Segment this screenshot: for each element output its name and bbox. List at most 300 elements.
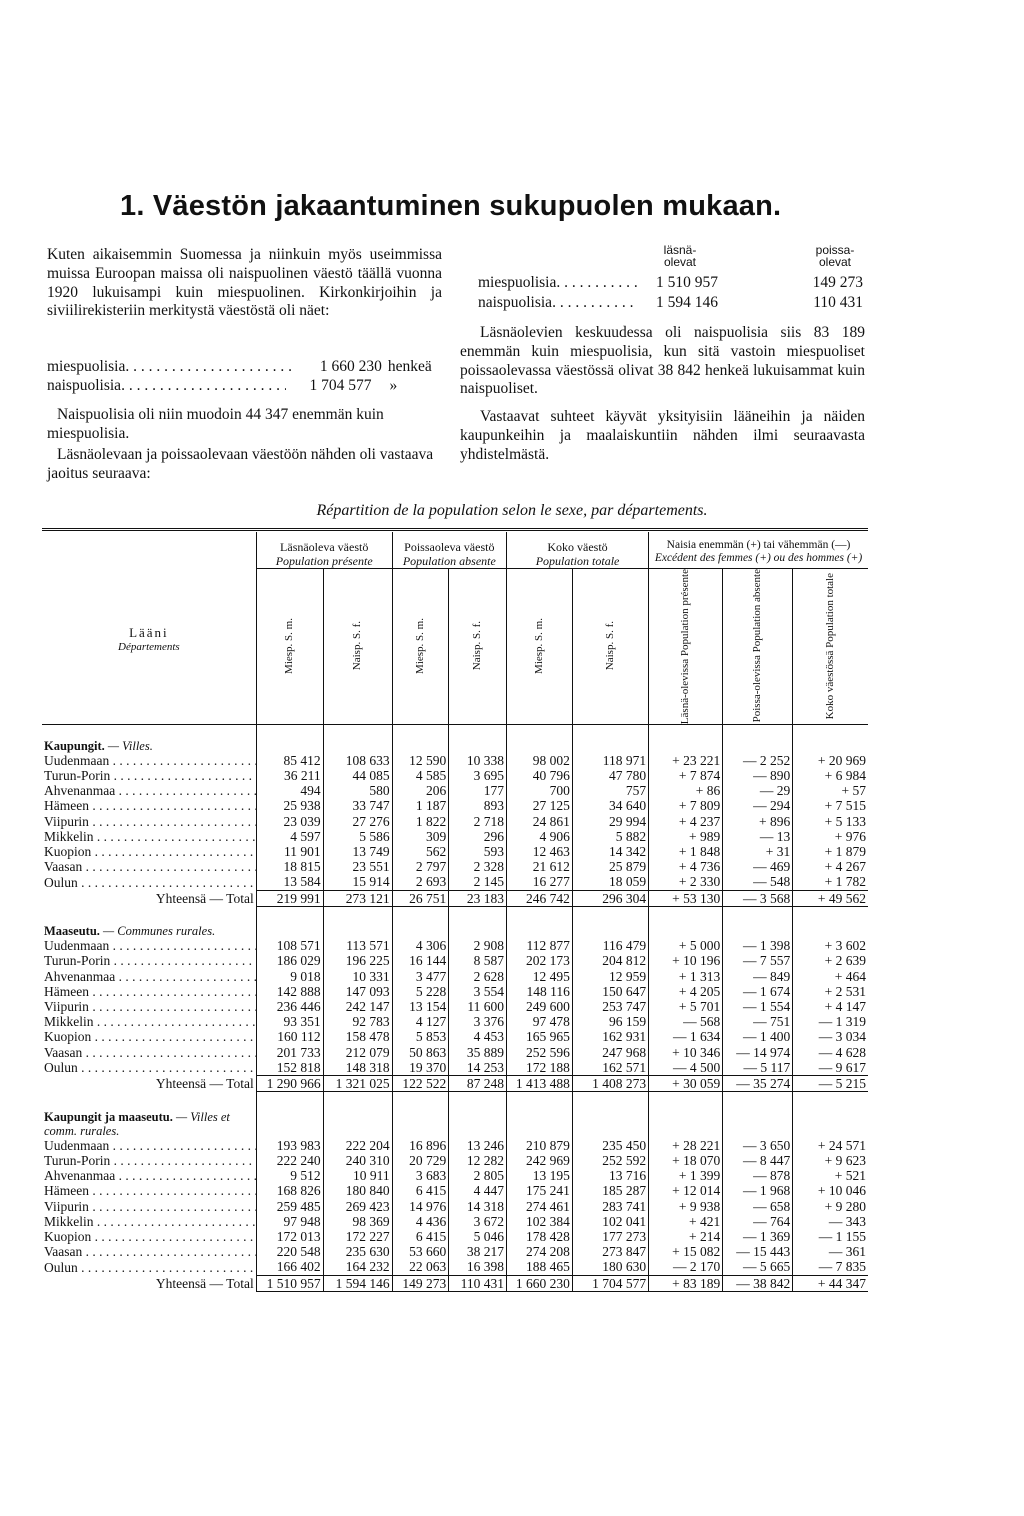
- total-label: Yhteensä — Total: [155, 890, 254, 906]
- female-present: 148 318: [323, 1060, 392, 1076]
- spacer: [42, 906, 256, 924]
- male-absent: 26 751: [392, 890, 449, 906]
- male-absent: 22 063: [392, 1259, 449, 1275]
- female-absent: 2 908: [449, 938, 507, 953]
- excess-present: + 86: [649, 783, 723, 798]
- department-name: Uudenmaan . . .: [42, 1138, 256, 1153]
- male-total: 16 277: [506, 874, 572, 890]
- department-name: Oulun . . .: [42, 874, 256, 890]
- male-present: 222 240: [256, 1153, 323, 1168]
- table-caption: Répartition de la population selon le sexe, par départements.: [316, 502, 708, 519]
- female-total: 5 882: [572, 829, 648, 844]
- excess-absent: — 1 674: [723, 984, 793, 999]
- female-present: 98 369: [323, 1214, 392, 1229]
- table-row: [42, 753, 868, 768]
- department-name: Oulun . . .: [42, 1060, 256, 1076]
- female-absent: 2 805: [449, 1168, 507, 1183]
- female-present: 242 147: [323, 999, 392, 1014]
- empty-cell: [256, 1110, 323, 1138]
- excess-absent: — 3 650: [723, 1138, 793, 1153]
- spacer: [323, 906, 392, 924]
- excess-present: + 53 130: [649, 890, 723, 906]
- male-total: 12 495: [506, 969, 572, 984]
- female-total: 162 571: [572, 1060, 648, 1076]
- miesp-header: Miesp. S. m.: [283, 618, 296, 675]
- excess-present: + 1 399: [649, 1168, 723, 1183]
- empty-cell: [392, 1110, 449, 1138]
- department-name: Vaasan . . .: [42, 1244, 256, 1259]
- excess-total: + 20 969: [793, 753, 868, 768]
- female-absent: 38 217: [449, 1244, 507, 1259]
- excess-present: + 10 346: [649, 1045, 723, 1060]
- spacer: [392, 725, 449, 739]
- male-absent: 2 693: [392, 874, 449, 890]
- male-absent: 206: [392, 783, 449, 798]
- department-name: Kuopion . . .: [42, 1029, 256, 1044]
- female-absent: 4 453: [449, 1029, 507, 1044]
- excess-absent: — 29: [723, 783, 793, 798]
- excess-present: + 4 237: [649, 814, 723, 829]
- table-row: [42, 829, 868, 844]
- male-total: 178 428: [506, 1229, 572, 1244]
- male-label: miespuolisia: [47, 358, 126, 375]
- section-title-fr: — Villes et comm. rurales.: [44, 1109, 230, 1138]
- female-present: 164 232: [323, 1259, 392, 1275]
- table-row: [42, 814, 868, 829]
- spacer: [723, 1092, 793, 1110]
- empty-cell: [793, 1110, 868, 1138]
- spacer: [449, 1092, 507, 1110]
- male-present: 108 571: [256, 938, 323, 953]
- male-absent: 562: [392, 844, 449, 859]
- spacer: [793, 1092, 868, 1110]
- excess-present: — 568: [649, 1014, 723, 1029]
- table-row: [42, 1214, 868, 1229]
- male-present: 172 013: [256, 1229, 323, 1244]
- female-absent: 14 253: [449, 1060, 507, 1076]
- spacer: [392, 1092, 449, 1110]
- male-total: 12 463: [506, 844, 572, 859]
- excess-total: + 1 782: [793, 874, 868, 890]
- male-absent: 12 590: [392, 753, 449, 768]
- male-absent: 4 306: [392, 938, 449, 953]
- present-fi: Läsnäoleva väestö: [280, 539, 369, 554]
- male-total: 21 612: [506, 859, 572, 874]
- male-value: 1 660 230: [319, 358, 382, 375]
- excess-total: + 3 602: [793, 938, 868, 953]
- row-label: miespuolisia: [478, 274, 557, 291]
- female-present: 10 331: [323, 969, 392, 984]
- spacer: [506, 906, 572, 924]
- total-row: [42, 1275, 868, 1291]
- section-title-fi: Maaseutu.: [44, 924, 104, 939]
- excess-total: + 4 147: [793, 999, 868, 1014]
- female-absent: 3 695: [449, 768, 507, 783]
- table-row: [42, 999, 868, 1014]
- absent-group-header: [392, 532, 506, 569]
- female-present: 92 783: [323, 1014, 392, 1029]
- excess-total: — 4 628: [793, 1045, 868, 1060]
- departements-label: Départements: [118, 640, 180, 653]
- female-absent: 3 376: [449, 1014, 507, 1029]
- spacer: [449, 725, 507, 739]
- male-total: 1 413 488: [506, 1076, 572, 1092]
- female-absent: 593: [449, 844, 507, 859]
- female-present: 222 204: [323, 1138, 392, 1153]
- female-total: 252 592: [572, 1153, 648, 1168]
- female-total: 757: [572, 783, 648, 798]
- table-row: [42, 1199, 868, 1214]
- excess-absent: — 15 443: [723, 1244, 793, 1259]
- excess-present: + 7 809: [649, 798, 723, 813]
- excess-present: + 1 848: [649, 844, 723, 859]
- female-present: 23 551: [323, 859, 392, 874]
- male-total: 98 002: [506, 753, 572, 768]
- female-present: 180 840: [323, 1183, 392, 1198]
- female-absent: 3 554: [449, 984, 507, 999]
- excess-absent: — 548: [723, 874, 793, 890]
- department-name: Hämeen . . .: [42, 798, 256, 813]
- distribution-paragraph: Läsnäolevaan ja poissaolevaan väestöön nähden oli vastaava jaoitus seuraava:: [47, 446, 434, 482]
- female-present: 44 085: [323, 768, 392, 783]
- excess-present: + 23 221: [649, 753, 723, 768]
- excess-total: — 361: [793, 1244, 868, 1259]
- excess-total: — 343: [793, 1214, 868, 1229]
- female-total: 29 994: [572, 814, 648, 829]
- male-present: 166 402: [256, 1259, 323, 1275]
- excess-total: + 10 046: [793, 1183, 868, 1198]
- spacer: [793, 906, 868, 924]
- table-row: [42, 783, 868, 798]
- naisp-header: Naisp. S. f.: [471, 621, 484, 671]
- male-absent: 122 522: [392, 1076, 449, 1092]
- excess-absent: + 896: [723, 814, 793, 829]
- table-row: [42, 1045, 868, 1060]
- male-present: 219 991: [256, 890, 323, 906]
- excess-absent: — 3 568: [723, 890, 793, 906]
- excess-absent: — 5 117: [723, 1060, 793, 1076]
- excess-total: + 24 571: [793, 1138, 868, 1153]
- total-row: [42, 1076, 868, 1092]
- female-total: 13 716: [572, 1168, 648, 1183]
- excess-absent: — 1 369: [723, 1229, 793, 1244]
- table-row: [42, 1259, 868, 1275]
- table-row: [42, 938, 868, 953]
- female-total: 1 408 273: [572, 1076, 648, 1092]
- excess-present: + 421: [649, 1214, 723, 1229]
- female-absent: 35 889: [449, 1045, 507, 1060]
- department-name: Viipurin . . .: [42, 814, 256, 829]
- excess-total: + 9 623: [793, 1153, 868, 1168]
- male-present: 93 351: [256, 1014, 323, 1029]
- male-present: 1 290 966: [256, 1076, 323, 1092]
- female-total: 253 747: [572, 999, 648, 1014]
- male-absent: 5 228: [392, 984, 449, 999]
- female-absent: 12 282: [449, 1153, 507, 1168]
- empty-cell: [793, 924, 868, 938]
- male-total: 13 195: [506, 1168, 572, 1183]
- absent-value: 110 431: [813, 294, 863, 311]
- excess-present: + 18 070: [649, 1153, 723, 1168]
- excess-total: + 4 267: [793, 859, 868, 874]
- spacer: [256, 1092, 323, 1110]
- excess-total: + 9 280: [793, 1199, 868, 1214]
- population-table: [42, 528, 868, 1292]
- male-present: 193 983: [256, 1138, 323, 1153]
- department-name: Hämeen . . .: [42, 984, 256, 999]
- female-absent: 177: [449, 783, 507, 798]
- table-row: [42, 798, 868, 813]
- female-absent: 2 718: [449, 814, 507, 829]
- excess-present: — 1 634: [649, 1029, 723, 1044]
- spacer: [723, 906, 793, 924]
- total-label: Yhteensä — Total: [155, 1076, 254, 1092]
- male-total: 97 478: [506, 1014, 572, 1029]
- male-total: 165 965: [506, 1029, 572, 1044]
- naisp-header: Naisp. S. f.: [603, 621, 616, 671]
- female-total: 102 041: [572, 1214, 648, 1229]
- empty-cell: [449, 924, 507, 938]
- department-name: Uudenmaan . . .: [42, 753, 256, 768]
- table-row: [42, 1014, 868, 1029]
- excess-total: + 2 639: [793, 953, 868, 968]
- empty-cell: [723, 924, 793, 938]
- male-total: 172 188: [506, 1060, 572, 1076]
- female-absent: 10 338: [449, 753, 507, 768]
- excess-present: + 15 082: [649, 1244, 723, 1259]
- section-title: [42, 1110, 256, 1138]
- male-present: 168 826: [256, 1183, 323, 1198]
- male-absent: 2 797: [392, 859, 449, 874]
- female-unit: »: [389, 377, 398, 394]
- male-present: 220 548: [256, 1244, 323, 1259]
- summary-paragraph: Vastaavat suhteet käyvät yksityisiin lääneihin ja näiden kaupunkeihin ja maalaiskuntiin nähden ilmi seuraavasta yhdistelmästä.: [460, 408, 865, 463]
- excess-total: + 521: [793, 1168, 868, 1183]
- male-present: 186 029: [256, 953, 323, 968]
- female-absent: 2 145: [449, 874, 507, 890]
- male-absent: 4 585: [392, 768, 449, 783]
- table-row: [42, 1029, 868, 1044]
- table-body: [42, 725, 868, 1292]
- empty-cell: [392, 739, 449, 753]
- male-total: 102 384: [506, 1214, 572, 1229]
- spacer: [572, 1092, 648, 1110]
- female-total: 273 847: [572, 1244, 648, 1259]
- excess-absent: — 849: [723, 969, 793, 984]
- male-present: 4 597: [256, 829, 323, 844]
- female-present: 196 225: [323, 953, 392, 968]
- male-present: 11 901: [256, 844, 323, 859]
- department-name: Turun-Porin . . .: [42, 768, 256, 783]
- female-total: 150 647: [572, 984, 648, 999]
- empty-cell: [793, 739, 868, 753]
- female-absent: 2 328: [449, 859, 507, 874]
- department-name: Mikkelin . . .: [42, 1214, 256, 1229]
- excess-total: + 464: [793, 969, 868, 984]
- female-absent: 13 246: [449, 1138, 507, 1153]
- excess-present: — 2 170: [649, 1259, 723, 1275]
- male-total: 40 796: [506, 768, 572, 783]
- male-absent: 50 863: [392, 1045, 449, 1060]
- male-absent: 5 853: [392, 1029, 449, 1044]
- excess-present: + 12 014: [649, 1183, 723, 1198]
- laani-label: Lääni: [129, 624, 169, 640]
- excess-absent-header: Poissa-olevissa Population absente: [751, 569, 764, 723]
- department-header: [42, 532, 256, 725]
- male-total: 1 660 230: [506, 1275, 572, 1291]
- excess-present: + 7 874: [649, 768, 723, 783]
- empty-cell: [649, 739, 723, 753]
- female-present: 108 633: [323, 753, 392, 768]
- section-header-row: [42, 739, 868, 753]
- female-absent: 8 587: [449, 953, 507, 968]
- male-total: 210 879: [506, 1138, 572, 1153]
- difference-paragraph: Naispuolisia oli niin muodoin 44 347 enemmän kuin miespuolisia.: [47, 406, 384, 442]
- male-present: 236 446: [256, 999, 323, 1014]
- excess-present: + 2 330: [649, 874, 723, 890]
- female-present: 1 321 025: [323, 1076, 392, 1092]
- female-total: 18 059: [572, 874, 648, 890]
- excess-fr: Excédent des femmes (+) ou des hommes (+): [654, 551, 863, 564]
- table-row: [42, 969, 868, 984]
- female-total: 296 304: [572, 890, 648, 906]
- male-present: 152 818: [256, 1060, 323, 1076]
- female-absent: 3 672: [449, 1214, 507, 1229]
- table-row: [42, 1229, 868, 1244]
- empty-cell: [392, 924, 449, 938]
- total-fr: Population totale: [535, 553, 620, 568]
- female-total: 34 640: [572, 798, 648, 813]
- department-name: Kuopion . . .: [42, 844, 256, 859]
- female-total: 96 159: [572, 1014, 648, 1029]
- excess-absent: — 1 400: [723, 1029, 793, 1044]
- male-total: 242 969: [506, 1153, 572, 1168]
- male-present: 201 733: [256, 1045, 323, 1060]
- empty-cell: [723, 1110, 793, 1138]
- female-total: 14 342: [572, 844, 648, 859]
- excess-present: + 989: [649, 829, 723, 844]
- female-total: 177 273: [572, 1229, 648, 1244]
- male-total: 202 173: [506, 953, 572, 968]
- male-absent: 3 683: [392, 1168, 449, 1183]
- excess-absent: — 294: [723, 798, 793, 813]
- spacer: [649, 725, 723, 739]
- empty-cell: [449, 1110, 507, 1138]
- male-present: 18 815: [256, 859, 323, 874]
- excess-present: + 4 736: [649, 859, 723, 874]
- male-present: 9 512: [256, 1168, 323, 1183]
- male-total-line: [47, 358, 442, 377]
- male-absent: 3 477: [392, 969, 449, 984]
- excess-absent: — 764: [723, 1214, 793, 1229]
- spacer: [793, 725, 868, 739]
- spacer: [506, 725, 572, 739]
- spacer: [323, 725, 392, 739]
- male-absent: 1 822: [392, 814, 449, 829]
- excess-total: — 1 155: [793, 1229, 868, 1244]
- total-row: [42, 890, 868, 906]
- excess-absent: — 469: [723, 859, 793, 874]
- excess-group-header: [649, 532, 868, 569]
- male-absent: 6 415: [392, 1183, 449, 1198]
- female-present: 269 423: [323, 1199, 392, 1214]
- male-absent: 4 127: [392, 1014, 449, 1029]
- department-name: Mikkelin . . .: [42, 829, 256, 844]
- spacer: [42, 725, 256, 739]
- empty-cell: [449, 739, 507, 753]
- section-title-fi: Kaupungit ja maaseutu.: [44, 1109, 176, 1124]
- male-present: 142 888: [256, 984, 323, 999]
- excess-present: + 4 205: [649, 984, 723, 999]
- female-present: 1 594 146: [323, 1275, 392, 1291]
- excess-absent: — 1 554: [723, 999, 793, 1014]
- excess-absent: + 31: [723, 844, 793, 859]
- male-absent: 1 187: [392, 798, 449, 813]
- female-label: naispuolisia: [47, 377, 122, 394]
- excess-present: + 5 701: [649, 999, 723, 1014]
- absent-header: poissa- olevat: [815, 243, 855, 269]
- department-name: Ahvenanmaa . . .: [42, 783, 256, 798]
- female-present: 147 093: [323, 984, 392, 999]
- female-present: 212 079: [323, 1045, 392, 1060]
- excess-total: — 5 215: [793, 1076, 868, 1092]
- department-name: Ahvenanmaa . . .: [42, 969, 256, 984]
- female-total: 47 780: [572, 768, 648, 783]
- excess-absent: — 1 398: [723, 938, 793, 953]
- miesp-header: Miesp. S. m.: [413, 618, 426, 675]
- excess-absent: — 38 842: [723, 1275, 793, 1291]
- male-present: 25 938: [256, 798, 323, 813]
- excess-total-header: Koko väestössä Population totale: [824, 572, 837, 720]
- present-paragraph: Läsnäolevien keskuudessa oli naispuolisia siis 83 189 enemmän kuin miespuolisia, kun sitä vastoin miespuoliset poissaolevassa väestössä olivat 38 842 henkeä lukuisammat kuin naispuoliset.: [460, 324, 865, 398]
- excess-absent: — 1 968: [723, 1183, 793, 1198]
- male-absent: 16 144: [392, 953, 449, 968]
- female-total-line: [47, 377, 442, 396]
- section-title-fi: Kaupungit.: [44, 738, 108, 753]
- excess-absent: — 751: [723, 1014, 793, 1029]
- excess-present: + 214: [649, 1229, 723, 1244]
- male-absent: 149 273: [392, 1275, 449, 1291]
- male-present: 97 948: [256, 1214, 323, 1229]
- section-title: [42, 739, 256, 753]
- table-row: [42, 1244, 868, 1259]
- male-absent: 19 370: [392, 1060, 449, 1076]
- male-absent: 16 896: [392, 1138, 449, 1153]
- excess-total: — 1 319: [793, 1014, 868, 1029]
- female-absent: 110 431: [449, 1275, 507, 1291]
- spacer: [572, 906, 648, 924]
- female-total: 204 812: [572, 953, 648, 968]
- department-name: Vaasan . . .: [42, 1045, 256, 1060]
- male-present: 85 412: [256, 753, 323, 768]
- excess-absent: — 878: [723, 1168, 793, 1183]
- female-present: 33 747: [323, 798, 392, 813]
- absent-value: 149 273: [812, 274, 863, 291]
- present-group-header: [256, 532, 392, 569]
- department-name: Viipurin . . .: [42, 1199, 256, 1214]
- female-absent: 23 183: [449, 890, 507, 906]
- excess-absent: — 14 974: [723, 1045, 793, 1060]
- female-present: 273 121: [323, 890, 392, 906]
- excess-total: — 7 835: [793, 1259, 868, 1275]
- excess-absent: — 35 274: [723, 1076, 793, 1092]
- male-total: 249 600: [506, 999, 572, 1014]
- male-total: 24 861: [506, 814, 572, 829]
- male-present: 36 211: [256, 768, 323, 783]
- female-total: 247 968: [572, 1045, 648, 1060]
- spacer: [42, 1092, 256, 1110]
- female-absent: 893: [449, 798, 507, 813]
